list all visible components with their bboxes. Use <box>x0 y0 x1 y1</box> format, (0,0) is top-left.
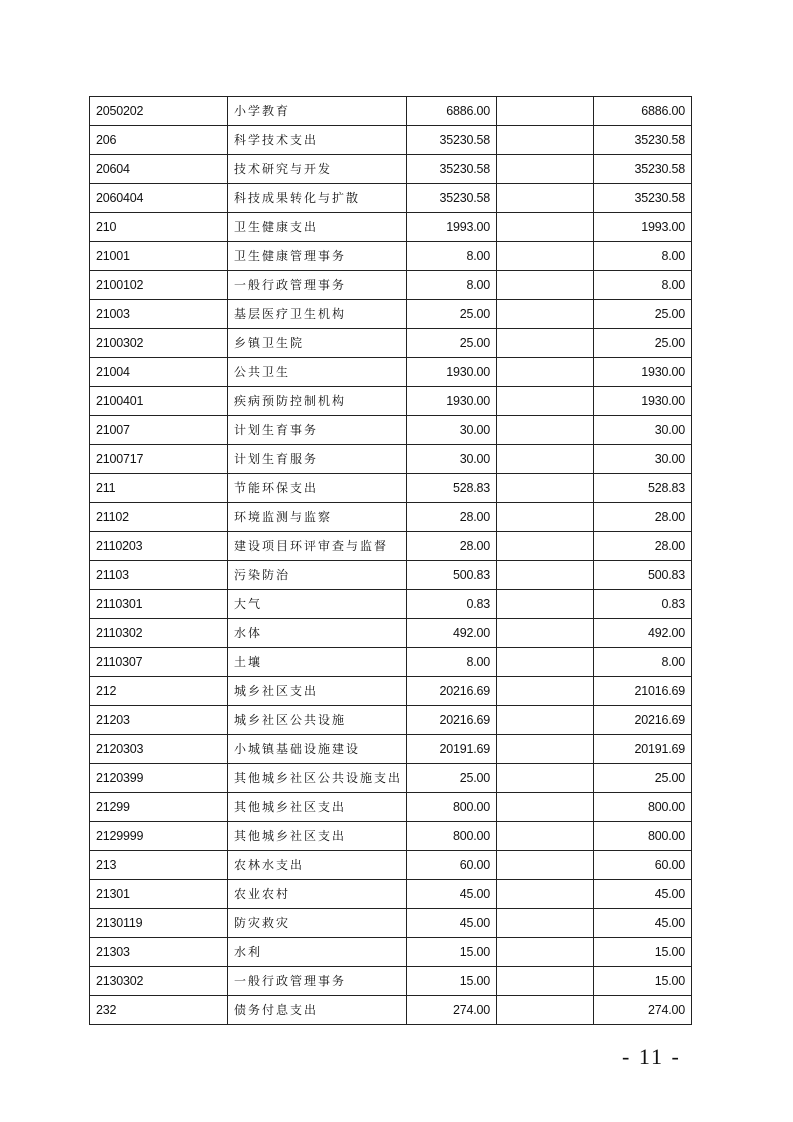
cell-amount: 28.00 <box>407 503 497 532</box>
cell-total: 25.00 <box>594 329 692 358</box>
cell-name: 疾病预防控制机构 <box>228 387 407 416</box>
cell-empty <box>497 764 594 793</box>
table-row <box>90 300 692 329</box>
cell-name: 乡镇卫生院 <box>228 329 407 358</box>
cell-name: 节能环保支出 <box>228 474 407 503</box>
cell-amount: 1930.00 <box>407 358 497 387</box>
cell-name: 建设项目环评审查与监督 <box>228 532 407 561</box>
cell-total: 60.00 <box>594 851 692 880</box>
cell-name: 农业农村 <box>228 880 407 909</box>
budget-table <box>89 96 692 1025</box>
cell-empty <box>497 996 594 1025</box>
cell-empty <box>497 387 594 416</box>
cell-name: 土壤 <box>228 648 407 677</box>
cell-empty <box>497 445 594 474</box>
cell-amount: 45.00 <box>407 880 497 909</box>
cell-code: 2100102 <box>90 271 228 300</box>
cell-name: 卫生健康支出 <box>228 213 407 242</box>
cell-empty <box>497 735 594 764</box>
table-body <box>90 97 692 1025</box>
cell-amount: 20191.69 <box>407 735 497 764</box>
cell-code: 21301 <box>90 880 228 909</box>
cell-empty <box>497 880 594 909</box>
cell-empty <box>497 706 594 735</box>
cell-code: 21007 <box>90 416 228 445</box>
table-row <box>90 126 692 155</box>
cell-amount: 45.00 <box>407 909 497 938</box>
cell-name: 小学教育 <box>228 97 407 126</box>
cell-total: 20216.69 <box>594 706 692 735</box>
cell-total: 30.00 <box>594 416 692 445</box>
cell-amount: 25.00 <box>407 300 497 329</box>
table-row <box>90 213 692 242</box>
cell-total: 30.00 <box>594 445 692 474</box>
cell-code: 213 <box>90 851 228 880</box>
table-row <box>90 416 692 445</box>
cell-amount: 500.83 <box>407 561 497 590</box>
cell-code: 2120303 <box>90 735 228 764</box>
cell-code: 2120399 <box>90 764 228 793</box>
cell-code: 21001 <box>90 242 228 271</box>
cell-total: 35230.58 <box>594 126 692 155</box>
cell-empty <box>497 126 594 155</box>
cell-total: 21016.69 <box>594 677 692 706</box>
table-row <box>90 532 692 561</box>
cell-empty <box>497 619 594 648</box>
cell-name: 城乡社区公共设施 <box>228 706 407 735</box>
cell-total: 1993.00 <box>594 213 692 242</box>
cell-empty <box>497 300 594 329</box>
cell-total: 8.00 <box>594 271 692 300</box>
cell-code: 2050202 <box>90 97 228 126</box>
table-row <box>90 996 692 1025</box>
cell-amount: 25.00 <box>407 764 497 793</box>
cell-code: 21004 <box>90 358 228 387</box>
cell-name: 公共卫生 <box>228 358 407 387</box>
table-row <box>90 793 692 822</box>
cell-code: 2110203 <box>90 532 228 561</box>
cell-name: 大气 <box>228 590 407 619</box>
cell-code: 21003 <box>90 300 228 329</box>
cell-total: 492.00 <box>594 619 692 648</box>
cell-code: 21103 <box>90 561 228 590</box>
cell-name: 科学技术支出 <box>228 126 407 155</box>
cell-empty <box>497 822 594 851</box>
table-row <box>90 445 692 474</box>
table-row <box>90 329 692 358</box>
cell-total: 8.00 <box>594 242 692 271</box>
table-row <box>90 735 692 764</box>
cell-code: 2110307 <box>90 648 228 677</box>
cell-name: 债务付息支出 <box>228 996 407 1025</box>
cell-code: 21303 <box>90 938 228 967</box>
cell-amount: 528.83 <box>407 474 497 503</box>
cell-amount: 30.00 <box>407 445 497 474</box>
cell-name: 小城镇基础设施建设 <box>228 735 407 764</box>
cell-amount: 20216.69 <box>407 706 497 735</box>
cell-amount: 35230.58 <box>407 184 497 213</box>
table-row <box>90 851 692 880</box>
cell-code: 232 <box>90 996 228 1025</box>
cell-code: 2130302 <box>90 967 228 996</box>
cell-total: 800.00 <box>594 822 692 851</box>
cell-total: 0.83 <box>594 590 692 619</box>
cell-code: 212 <box>90 677 228 706</box>
cell-amount: 15.00 <box>407 967 497 996</box>
cell-name: 一般行政管理事务 <box>228 967 407 996</box>
cell-name: 城乡社区支出 <box>228 677 407 706</box>
cell-code: 2130119 <box>90 909 228 938</box>
cell-empty <box>497 242 594 271</box>
cell-empty <box>497 213 594 242</box>
cell-code: 2129999 <box>90 822 228 851</box>
cell-total: 20191.69 <box>594 735 692 764</box>
cell-total: 500.83 <box>594 561 692 590</box>
cell-amount: 800.00 <box>407 822 497 851</box>
cell-name: 防灾救灾 <box>228 909 407 938</box>
page-number: - 11 - <box>622 1044 681 1069</box>
cell-amount: 20216.69 <box>407 677 497 706</box>
table-row <box>90 358 692 387</box>
cell-amount: 492.00 <box>407 619 497 648</box>
cell-code: 21102 <box>90 503 228 532</box>
cell-empty <box>497 329 594 358</box>
cell-name: 其他城乡社区支出 <box>228 822 407 851</box>
cell-total: 6886.00 <box>594 97 692 126</box>
cell-total: 15.00 <box>594 938 692 967</box>
table-row <box>90 880 692 909</box>
cell-empty <box>497 271 594 300</box>
cell-empty <box>497 97 594 126</box>
cell-name: 技术研究与开发 <box>228 155 407 184</box>
cell-empty <box>497 793 594 822</box>
cell-empty <box>497 416 594 445</box>
cell-amount: 30.00 <box>407 416 497 445</box>
table-row <box>90 822 692 851</box>
table-row <box>90 155 692 184</box>
cell-total: 28.00 <box>594 503 692 532</box>
cell-amount: 60.00 <box>407 851 497 880</box>
cell-amount: 800.00 <box>407 793 497 822</box>
table-row <box>90 184 692 213</box>
cell-total: 1930.00 <box>594 358 692 387</box>
cell-name: 计划生育服务 <box>228 445 407 474</box>
cell-empty <box>497 648 594 677</box>
table-row <box>90 967 692 996</box>
cell-amount: 0.83 <box>407 590 497 619</box>
cell-empty <box>497 155 594 184</box>
cell-code: 21299 <box>90 793 228 822</box>
cell-amount: 15.00 <box>407 938 497 967</box>
cell-total: 800.00 <box>594 793 692 822</box>
cell-empty <box>497 851 594 880</box>
cell-amount: 6886.00 <box>407 97 497 126</box>
table-row <box>90 619 692 648</box>
cell-name: 水体 <box>228 619 407 648</box>
cell-amount: 274.00 <box>407 996 497 1025</box>
cell-code: 210 <box>90 213 228 242</box>
cell-total: 15.00 <box>594 967 692 996</box>
cell-name: 基层医疗卫生机构 <box>228 300 407 329</box>
cell-name: 卫生健康管理事务 <box>228 242 407 271</box>
table-row <box>90 242 692 271</box>
cell-name: 科技成果转化与扩散 <box>228 184 407 213</box>
cell-amount: 25.00 <box>407 329 497 358</box>
cell-name: 计划生育事务 <box>228 416 407 445</box>
table-row <box>90 764 692 793</box>
cell-total: 45.00 <box>594 880 692 909</box>
cell-empty <box>497 532 594 561</box>
cell-total: 8.00 <box>594 648 692 677</box>
cell-amount: 35230.58 <box>407 155 497 184</box>
cell-empty <box>497 677 594 706</box>
cell-code: 2110302 <box>90 619 228 648</box>
cell-name: 污染防治 <box>228 561 407 590</box>
cell-name: 环境监测与监察 <box>228 503 407 532</box>
cell-empty <box>497 909 594 938</box>
cell-name: 水利 <box>228 938 407 967</box>
cell-empty <box>497 503 594 532</box>
cell-amount: 8.00 <box>407 271 497 300</box>
cell-code: 20604 <box>90 155 228 184</box>
cell-total: 45.00 <box>594 909 692 938</box>
table-row <box>90 474 692 503</box>
cell-code: 2110301 <box>90 590 228 619</box>
table-row <box>90 648 692 677</box>
cell-code: 2100302 <box>90 329 228 358</box>
cell-code: 2100717 <box>90 445 228 474</box>
table-row <box>90 561 692 590</box>
cell-empty <box>497 590 594 619</box>
cell-empty <box>497 474 594 503</box>
cell-empty <box>497 184 594 213</box>
cell-total: 25.00 <box>594 300 692 329</box>
cell-code: 211 <box>90 474 228 503</box>
cell-empty <box>497 561 594 590</box>
cell-total: 25.00 <box>594 764 692 793</box>
table-row <box>90 938 692 967</box>
cell-name: 其他城乡社区公共设施支出 <box>228 764 407 793</box>
cell-total: 35230.58 <box>594 184 692 213</box>
table-row <box>90 97 692 126</box>
cell-code: 2100401 <box>90 387 228 416</box>
cell-amount: 35230.58 <box>407 126 497 155</box>
table-row <box>90 387 692 416</box>
cell-code: 206 <box>90 126 228 155</box>
cell-amount: 28.00 <box>407 532 497 561</box>
cell-code: 2060404 <box>90 184 228 213</box>
cell-name: 农林水支出 <box>228 851 407 880</box>
cell-name: 一般行政管理事务 <box>228 271 407 300</box>
cell-empty <box>497 967 594 996</box>
cell-total: 528.83 <box>594 474 692 503</box>
table-row <box>90 271 692 300</box>
table-row <box>90 590 692 619</box>
cell-code: 21203 <box>90 706 228 735</box>
cell-total: 1930.00 <box>594 387 692 416</box>
cell-amount: 1993.00 <box>407 213 497 242</box>
cell-total: 274.00 <box>594 996 692 1025</box>
cell-empty <box>497 938 594 967</box>
cell-amount: 8.00 <box>407 242 497 271</box>
table-row <box>90 909 692 938</box>
cell-total: 28.00 <box>594 532 692 561</box>
cell-total: 35230.58 <box>594 155 692 184</box>
table-row <box>90 677 692 706</box>
cell-empty <box>497 358 594 387</box>
table-row <box>90 706 692 735</box>
cell-amount: 1930.00 <box>407 387 497 416</box>
cell-name: 其他城乡社区支出 <box>228 793 407 822</box>
cell-amount: 8.00 <box>407 648 497 677</box>
table-row <box>90 503 692 532</box>
